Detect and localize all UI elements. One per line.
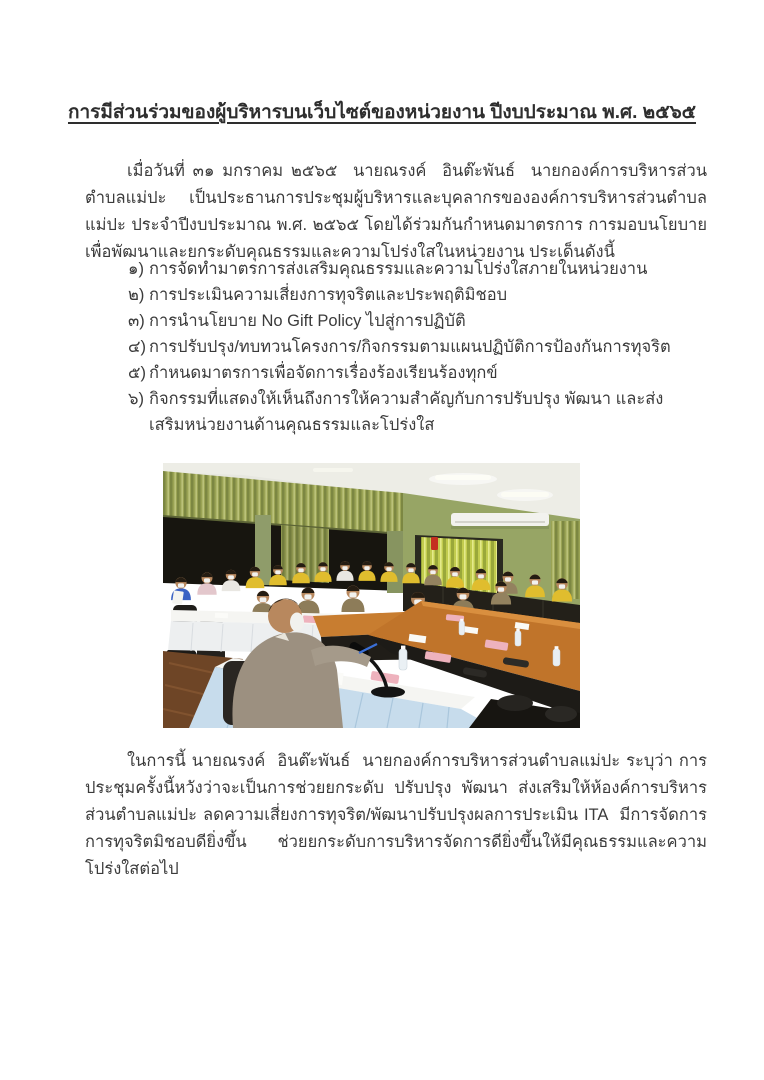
page-title [0, 97, 764, 127]
list-item-text: กิจกรรมที่แสดงให้เห็นถึงการให้ความสำคัญกับการปรับปรุง พัฒนา และส่งเสริมหน่วยงานด้านคุณธรรมและโปร่งใส [149, 390, 664, 434]
water-bottle-icon [515, 629, 521, 646]
list-item [128, 386, 693, 438]
list-item-number: ๒) [128, 286, 145, 304]
page-title-text: การมีส่วนร่วมของผู้บริหารบนเว็บไซต์ของหน่วยงาน ปีงบประมาณ พ.ศ. ๒๕๖๕ [67, 102, 697, 123]
list-item [128, 334, 693, 360]
water-bottle-icon [399, 646, 407, 670]
water-bottle-icon [459, 619, 465, 635]
list-item [128, 308, 693, 334]
air-conditioner-icon [451, 513, 549, 526]
list-item-text: กำหนดมาตรการเพื่อจัดการเรื่องร้องเรียนร้องทุกข์ [149, 364, 498, 382]
closing-paragraph: ในการนี้ นายณรงค์ อินต๊ะพันธ์ นายกองค์การบริหารส่วนตำบลแม่ปะ ระบุว่า การประชุมครั้งนี้หวังว่าจะเป็นการช่วยยกระดับ ปรับปรุง พัฒนา ส่งเสริมให้ห้องค์การบริหารส่วนตำบลแม่ปะ ลดความเสี่ยงการทุจริต/พัฒนาปรับปรุงผลการประเมิน ITA มีการจัดการการทุจริตมิชอบดียิ่งขึ้น ช่วยยกระดับการบริหารจัดการดียิ่งขึ้นให้มีคุณธรรมและความโปร่งใสต่อไป [85, 752, 707, 878]
intro-paragraph: เมื่อวันที่ ๓๑ มกราคม ๒๕๖๕ นายณรงค์ อินต๊ะพันธ์ นายกองค์การบริหารส่วนตำบลแม่ปะ เป็นประธานการประชุมผู้บริหารและบุคลากรขององค์การบริหารส่วนตำบลแม่ปะ ประจำปีงบประมาณ พ.ศ. ๒๕๖๕ โดยได้ร่วมกันกำหนดมาตรการ การมอบนโยบาย เพื่อพัฒนาและยกระดับคุณธรรมและความโปร่งใสในหน่วยงาน ประเด็นดังนี้ [85, 162, 712, 261]
fire-extinguisher-icon [431, 537, 438, 550]
meeting-photo [163, 463, 580, 728]
list-item-number: ๖) [128, 390, 144, 408]
list-item [128, 360, 693, 386]
list-item-number: ๑) [128, 260, 144, 278]
list-item-text: การจัดทำมาตรการส่งเสริมคุณธรรมและความโปร่งใสภายในหน่วยงาน [149, 260, 648, 278]
list-item-text: การปรับปรุง/ทบทวนโครงการ/กิจกรรมตามแผนปฏิบัติการป้องกันการทุจริต [149, 338, 671, 356]
measures-list [128, 256, 693, 438]
list-item [128, 282, 693, 308]
list-item-text: การนำนโยบาย No Gift Policy ไปสู่การปฏิบัติ [149, 312, 466, 330]
list-item [128, 256, 693, 282]
water-bottle-icon [553, 646, 560, 666]
list-item-number: ๔) [128, 338, 146, 356]
list-item-text: การประเมินความเสี่ยงการทุจริตและประพฤติมิชอบ [149, 286, 508, 304]
list-item-number: ๕) [128, 364, 146, 382]
list-item-number: ๓) [128, 312, 145, 330]
